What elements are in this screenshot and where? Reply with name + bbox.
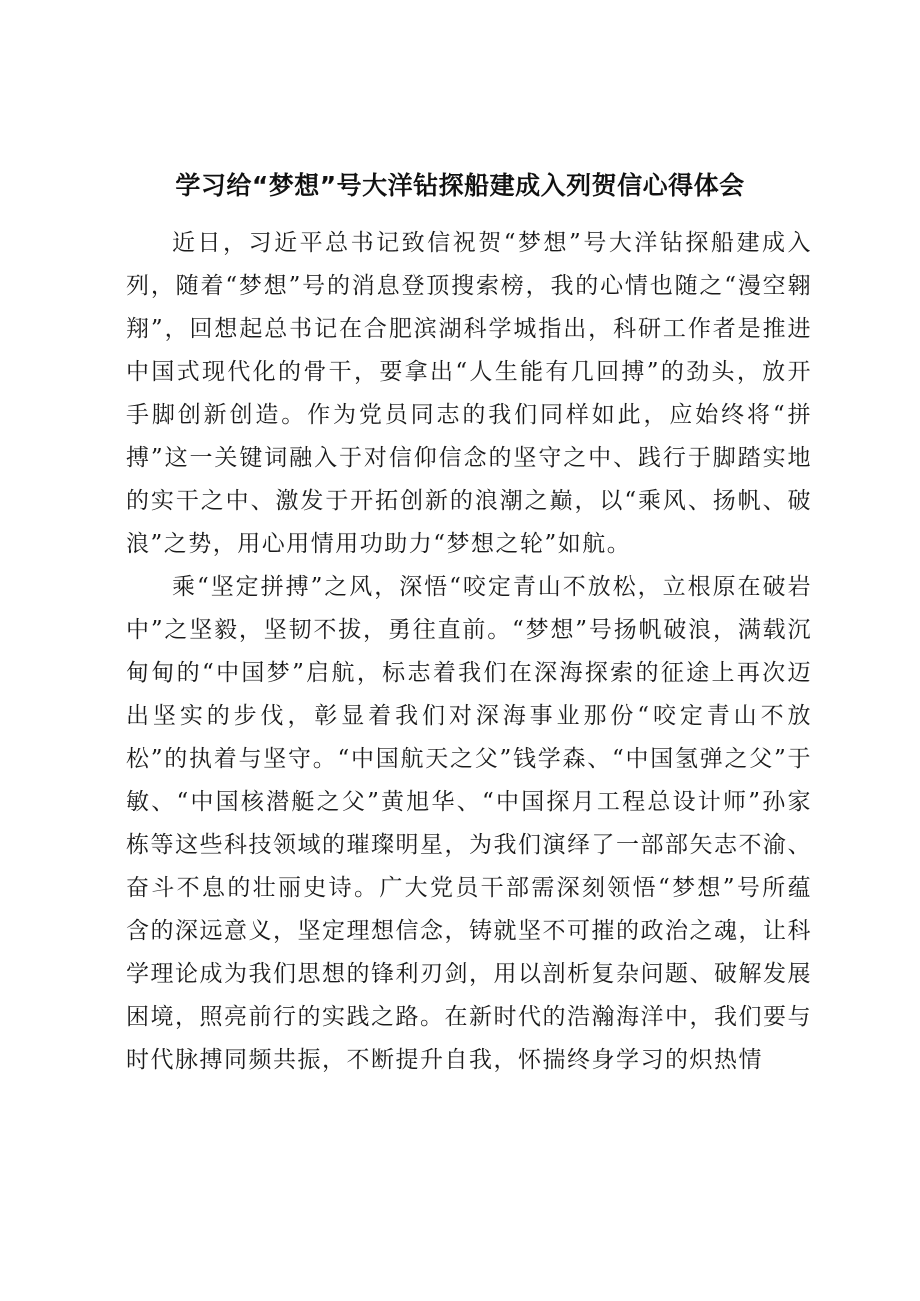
document-title: 学习给“梦想”号大洋钻探船建成入列贺信心得体会: [175, 171, 745, 200]
document-body: [126, 222, 812, 1082]
paragraph-2: 乘“坚定拼搏”之风，深悟“咬定青山不放松，立根原在破岩中”之坚毅，坚韧不拔，勇往直前。“梦想”号扬帆破浪，满载沉甸甸的“中国梦”启航，标志着我们在深海探索的征途上再次迈出坚实的步伐，彰显着我们对深海事业那份“咬定青山不放松”的执着与坚守。“中国航天之父”钱学森、“中国氢弹之父”于敏、“中国核潜艇之父”黄旭华、“中国探月工程总设计师”孙家栋等这些科技领域的璀璨明星，为我们演绎了一部部矢志不渝、奋斗不息的壮丽史诗。广大党员干部需深刻领悟“梦想”号所蕴含的深远意义，坚定理想信念，铸就坚不可摧的政治之魂，让科学理论成为我们思想的锋利刃剑，用以剖析复杂问题、破解发展困境，照亮前行的实践之路。在新时代的浩瀚海洋中，我们要与时代脉搏同频共振，不断提升自我，怀揣终身学习的炽热情: [126, 574, 812, 1073]
paragraph-1: 近日，习近平总书记致信祝贺“梦想”号大洋钻探船建成入列，随着“梦想”号的消息登顶搜索榜，我的心情也随之“漫空翱翔”，回想起总书记在合肥滨湖科学城指出，科研工作者是推进中国式现代化的骨干，要拿出“人生能有几回搏”的劲头，放开手脚创新创造。作为党员同志的我们同样如此，应始终将“拼搏”这一关键词融入于对信仰信念的坚守之中、践行于脚踏实地的实干之中、激发于开拓创新的浪潮之巅，以“乘风、扬帆、破浪”之势，用心用情用功助力“梦想之轮”如航。: [126, 230, 812, 557]
